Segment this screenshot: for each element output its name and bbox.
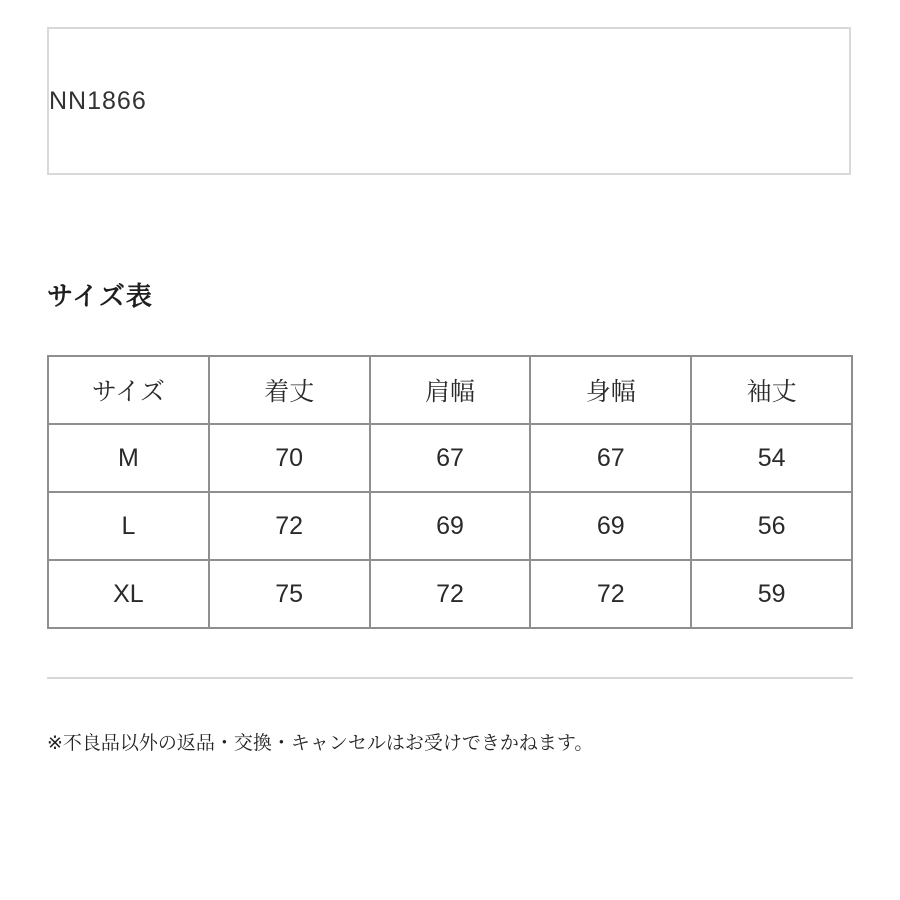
- cell-length: 72: [209, 492, 370, 560]
- cell-shoulder-width: 69: [370, 492, 531, 560]
- model-number-field: [47, 27, 851, 175]
- cell-size: M: [48, 424, 209, 492]
- cell-sleeve-length: 54: [691, 424, 852, 492]
- header-size: サイズ: [48, 356, 209, 424]
- cell-chest-width: 67: [530, 424, 691, 492]
- cell-length: 75: [209, 560, 370, 628]
- model-number-value: NN1866: [49, 87, 147, 115]
- cell-size: L: [48, 492, 209, 560]
- cell-shoulder-width: 72: [370, 560, 531, 628]
- cell-sleeve-length: 59: [691, 560, 852, 628]
- table-row: [48, 492, 852, 560]
- cell-length: 70: [209, 424, 370, 492]
- header-chest-width: 身幅: [530, 356, 691, 424]
- cell-sleeve-length: 56: [691, 492, 852, 560]
- size-chart-title: サイズ表: [47, 282, 153, 312]
- size-chart-header-row: [48, 356, 852, 424]
- cell-shoulder-width: 67: [370, 424, 531, 492]
- cell-chest-width: 69: [530, 492, 691, 560]
- cell-size: XL: [48, 560, 209, 628]
- size-chart-table: [47, 355, 853, 629]
- header-shoulder-width: 肩幅: [370, 356, 531, 424]
- header-length: 着丈: [209, 356, 370, 424]
- section-divider: [47, 677, 853, 679]
- header-sleeve-length: 袖丈: [691, 356, 852, 424]
- table-row: [48, 424, 852, 492]
- return-policy-notice: ※不良品以外の返品・交換・キャンセルはお受けできかねます。: [47, 732, 594, 754]
- table-row: [48, 560, 852, 628]
- cell-chest-width: 72: [530, 560, 691, 628]
